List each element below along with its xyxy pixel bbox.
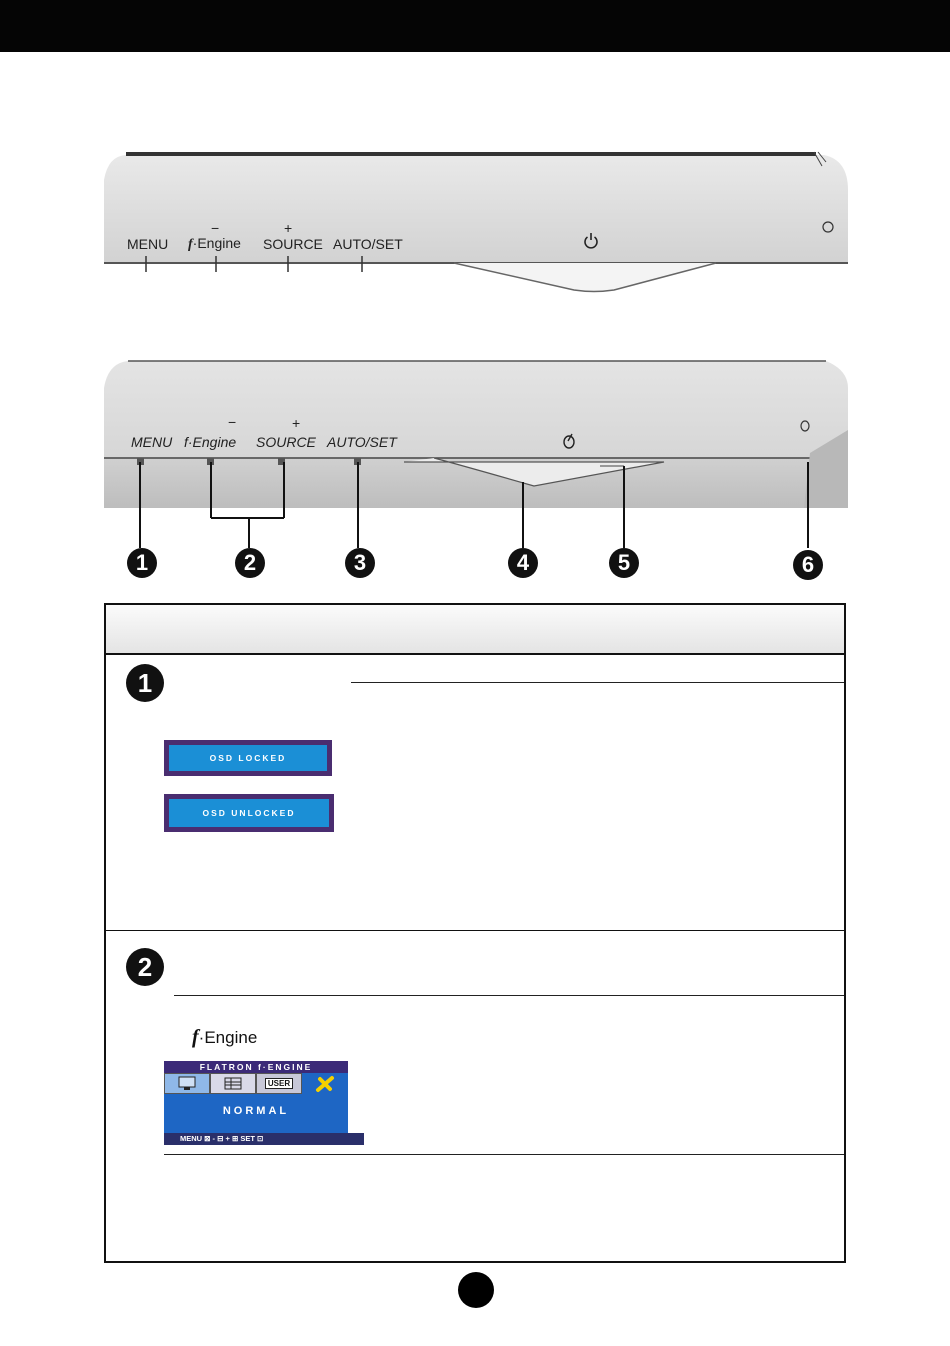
callout-5: 5 xyxy=(609,548,639,578)
callout-2: 2 xyxy=(235,548,265,578)
callout-leader-lines xyxy=(0,462,950,562)
callout-4: 4 xyxy=(508,548,538,578)
fengine-label: f·Engine xyxy=(184,434,237,450)
callout-1: 1 xyxy=(127,548,157,578)
row-separator xyxy=(106,930,844,931)
row-number-1: 1 xyxy=(126,664,164,702)
source-label: SOURCE xyxy=(263,236,323,252)
grid-icon xyxy=(210,1073,256,1094)
osd-locked-box xyxy=(164,740,332,776)
row-number-2: 2 xyxy=(126,948,164,986)
row2-divider-top xyxy=(174,995,844,996)
user-mode-icon: USER xyxy=(256,1073,302,1094)
page-number-badge xyxy=(458,1272,494,1308)
monitor-bezel-top-view xyxy=(104,150,848,295)
fengine-osd-menu xyxy=(164,1061,348,1145)
power-icon xyxy=(583,232,599,250)
osd-menu-header: FLATRON f·ENGINE xyxy=(164,1061,348,1073)
plus-label: + xyxy=(284,220,293,236)
autoset-label: AUTO/SET xyxy=(327,434,397,450)
osd-locked-text: OSD LOCKED xyxy=(169,745,327,771)
minus-label: − xyxy=(228,414,237,430)
fengine-label: f·Engine xyxy=(188,235,241,252)
row2-divider-bottom xyxy=(164,1154,844,1155)
fengine-heading: f·Engine xyxy=(192,1026,258,1048)
controls-table xyxy=(104,603,846,1263)
callout-6: 6 xyxy=(793,550,823,580)
osd-unlocked-box xyxy=(164,794,334,832)
monitor-icon xyxy=(164,1073,210,1094)
menu-label: MENU xyxy=(131,434,173,450)
plus-label: + xyxy=(292,415,301,431)
table-header xyxy=(106,605,844,655)
minus-label: − xyxy=(211,220,220,236)
power-icon xyxy=(561,432,577,450)
header-bar xyxy=(0,0,950,52)
row1-divider xyxy=(351,682,844,683)
source-label: SOURCE xyxy=(256,434,316,450)
osd-menu-mode: NORMAL xyxy=(222,1105,290,1117)
menu-label: MENU xyxy=(127,236,169,252)
callout-3: 3 xyxy=(345,548,375,578)
osd-unlocked-text: OSD UNLOCKED xyxy=(169,799,329,827)
osd-menu-footer: MENU ⊠ - ⊟ + ⊞ SET ⊡ xyxy=(164,1133,364,1145)
wrench-icon xyxy=(314,1073,338,1094)
autoset-label: AUTO/SET xyxy=(333,236,403,252)
